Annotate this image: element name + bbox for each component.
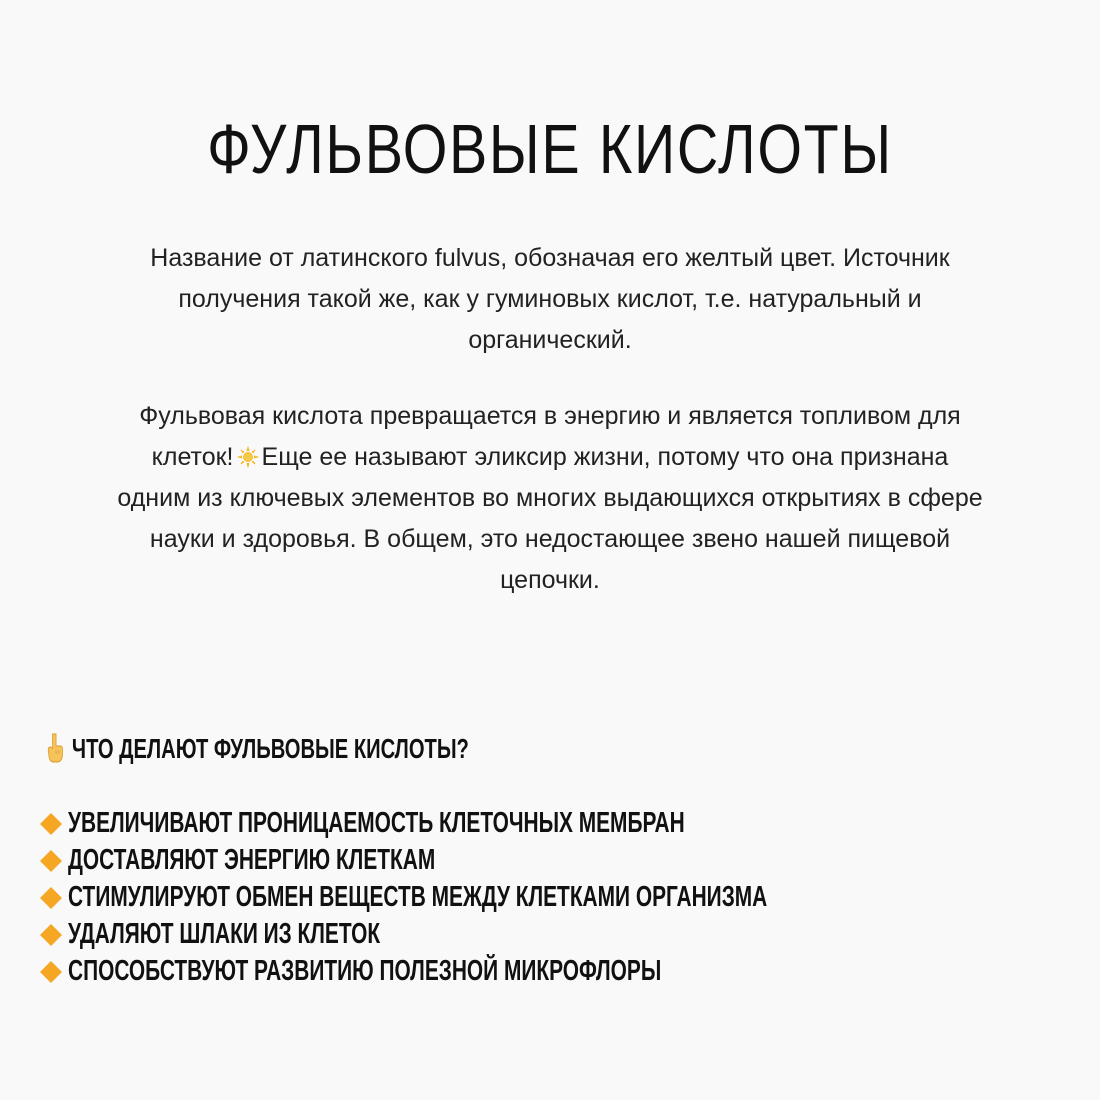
orange-diamond-icon <box>38 848 64 874</box>
list-item-text: УДАЛЯЮТ ШЛАКИ ИЗ КЛЕТОК <box>68 918 381 950</box>
description-line-start: клеток! <box>151 443 234 471</box>
orange-diamond-icon <box>38 811 64 837</box>
intro-line: органический. <box>468 326 632 354</box>
description-line <box>50 437 1050 478</box>
section-heading <box>46 731 469 767</box>
list-item <box>38 953 1039 990</box>
intro-line: Название от латинского fulvus, обозначая его желтый цвет. Источник <box>150 244 950 272</box>
list-item <box>38 916 1039 953</box>
list-item <box>38 842 1039 879</box>
sun-emoji-icon <box>237 446 259 468</box>
list-item <box>38 879 1039 916</box>
orange-diamond-icon <box>38 922 64 948</box>
description-paragraph <box>50 396 1050 601</box>
benefits-list <box>38 805 1039 990</box>
orange-diamond-icon <box>38 885 64 911</box>
list-item-text: ДОСТАВЛЯЮТ ЭНЕРГИЮ КЛЕТКАМ <box>68 844 436 876</box>
list-item-text: УВЕЛИЧИВАЮТ ПРОНИЦАЕМОСТЬ КЛЕТОЧНЫХ МЕМБРАН <box>68 807 685 839</box>
list-item-text: СТИМУЛИРУЮТ ОБМЕН ВЕЩЕСТВ МЕЖДУ КЛЕТКАМИ ОРГАНИЗМА <box>68 881 768 913</box>
section-heading-text: ЧТО ДЕЛАЮТ ФУЛЬВОВЫЕ КИСЛОТЫ? <box>71 733 469 764</box>
list-item-text: СПОСОБСТВУЮТ РАЗВИТИЮ ПОЛЕЗНОЙ МИКРОФЛОРЫ <box>68 955 662 987</box>
description-line: науки и здоровья. В общем, это недостающее звено нашей пищевой <box>149 525 951 553</box>
description-line-end: Еще ее называют эликсир жизни, потому что она признана <box>261 443 949 471</box>
page-title: ФУЛЬВОВЫЕ КИСЛОТЫ <box>207 110 893 188</box>
description-line: цепочки. <box>500 566 600 594</box>
pointing-down-hand-icon <box>46 732 65 764</box>
intro-paragraph <box>50 238 1050 361</box>
orange-diamond-icon <box>38 959 64 985</box>
description-line: Фульвовая кислота превращается в энергию и является топливом для <box>139 402 961 430</box>
description-line: одним из ключевых элементов во многих выдающихся открытиях в сфере <box>117 484 983 512</box>
intro-line: получения такой же, как у гуминовых кислот, т.е. натуральный и <box>178 285 922 313</box>
list-item <box>38 805 1039 842</box>
